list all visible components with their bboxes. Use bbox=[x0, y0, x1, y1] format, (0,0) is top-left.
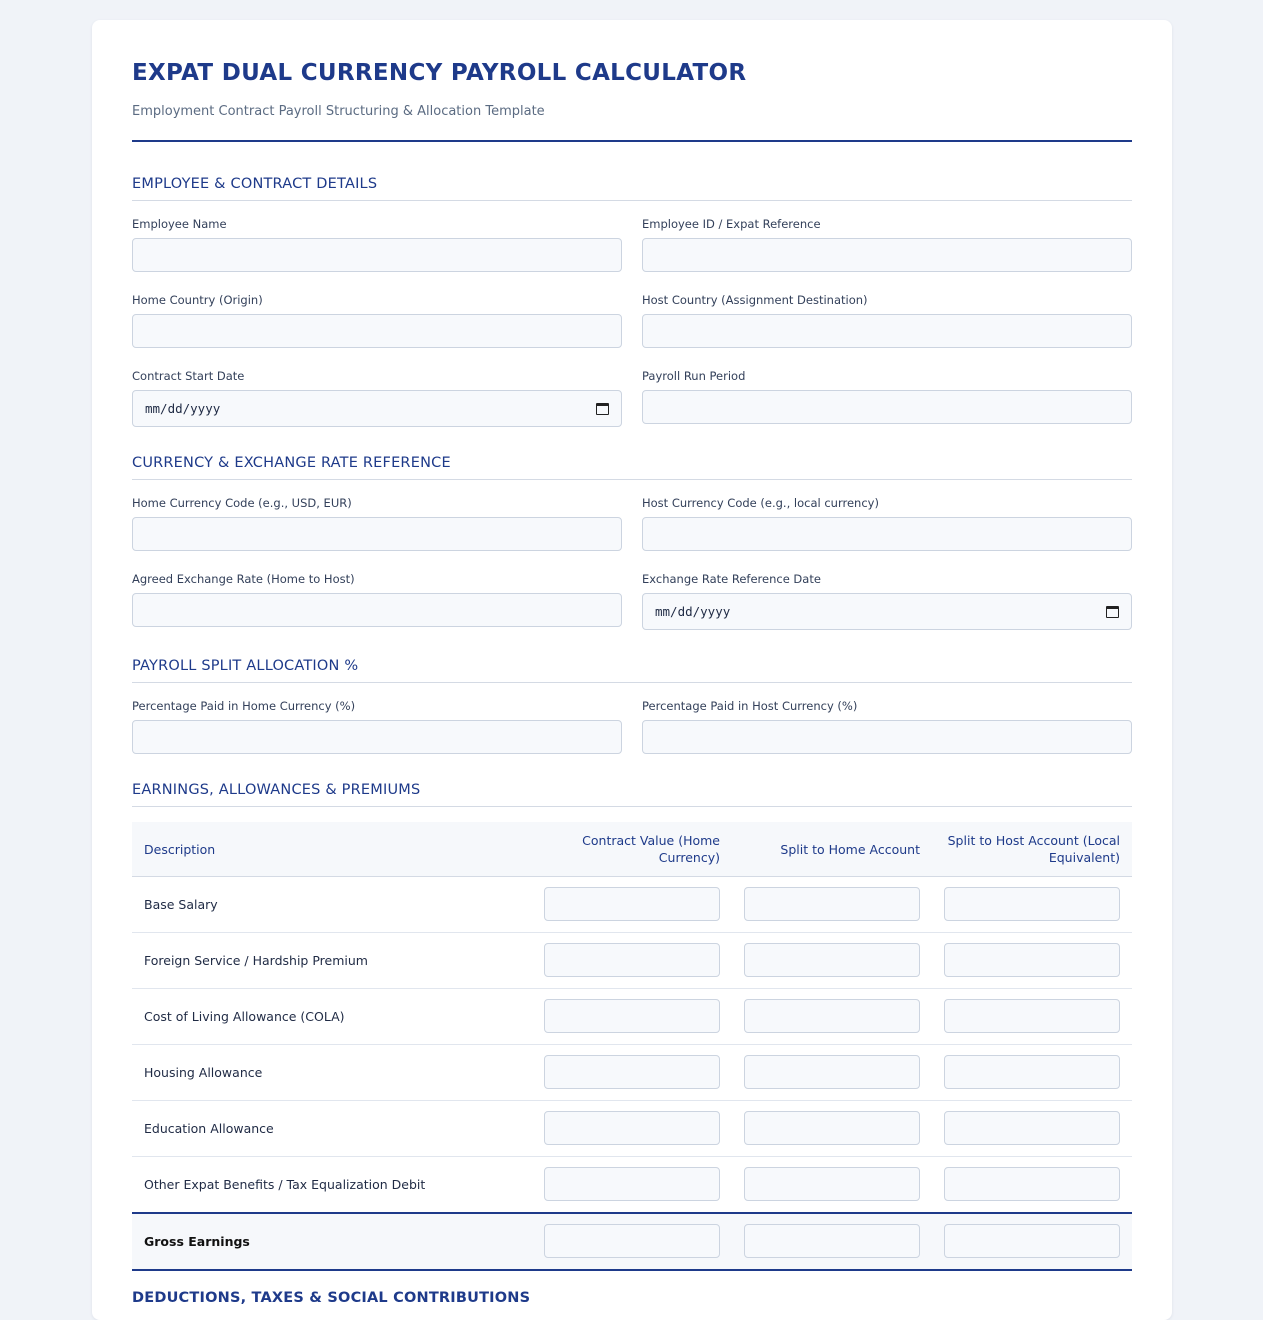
table-row bbox=[132, 1101, 1132, 1157]
gross-earnings-row bbox=[132, 1212, 1132, 1271]
host-country-group bbox=[642, 293, 1132, 348]
contract-start-group bbox=[132, 369, 622, 427]
split-host-input[interactable] bbox=[944, 887, 1120, 921]
payroll-period-group bbox=[642, 369, 1132, 424]
contract-value-input[interactable] bbox=[544, 943, 720, 977]
section-title-deductions: DEDUCTIONS, TAXES & SOCIAL CONTRIBUTIONS bbox=[132, 1290, 531, 1306]
employee-id-label: Employee ID / Expat Reference bbox=[642, 217, 821, 231]
employee-id-group bbox=[642, 217, 1132, 272]
contract-value-input[interactable] bbox=[544, 1055, 720, 1089]
contract-start-label: Contract Start Date bbox=[132, 369, 245, 383]
split-host-input[interactable] bbox=[944, 943, 1120, 977]
split-host-input[interactable] bbox=[944, 1167, 1120, 1201]
page-title: EXPAT DUAL CURRENCY PAYROLL CALCULATOR bbox=[132, 60, 747, 86]
split-home-input[interactable] bbox=[744, 1055, 920, 1089]
contract-value-input[interactable] bbox=[544, 1167, 720, 1201]
section-title-currency: CURRENCY & EXCHANGE RATE REFERENCE bbox=[132, 455, 1132, 480]
col-split-host bbox=[948, 832, 1120, 866]
payroll-period-input[interactable] bbox=[642, 390, 1132, 424]
home-currency-group bbox=[132, 496, 622, 551]
col-split-host-line1: Split to Host Account (Local bbox=[947, 833, 1120, 848]
contract-value-input[interactable] bbox=[544, 887, 720, 921]
employee-id-input[interactable] bbox=[642, 238, 1132, 272]
host-pct-group bbox=[642, 699, 1132, 754]
earnings-table bbox=[132, 822, 1132, 1271]
section-title-employee: EMPLOYEE & CONTRACT DETAILS bbox=[132, 176, 1132, 201]
row-label: Foreign Service / Hardship Premium bbox=[144, 953, 368, 968]
employee-name-group bbox=[132, 217, 622, 272]
table-row bbox=[132, 877, 1132, 933]
col-split-home: Split to Home Account bbox=[780, 842, 920, 857]
gross-earnings-label: Gross Earnings bbox=[144, 1234, 250, 1249]
host-country-input[interactable] bbox=[642, 314, 1132, 348]
payroll-card bbox=[92, 20, 1172, 1320]
host-currency-group bbox=[642, 496, 1132, 551]
split-host-input[interactable] bbox=[944, 999, 1120, 1033]
split-home-input[interactable] bbox=[744, 1167, 920, 1201]
host-pct-label: Percentage Paid in Host Currency (%) bbox=[642, 699, 858, 713]
home-currency-input[interactable] bbox=[132, 517, 622, 551]
home-pct-group bbox=[132, 699, 622, 754]
rate-date-group bbox=[642, 572, 1132, 630]
page-subtitle: Employment Contract Payroll Structuring & Allocation Template bbox=[132, 104, 545, 119]
contract-start-placeholder: mm/dd/yyyy bbox=[145, 401, 221, 416]
title-divider bbox=[132, 140, 1132, 142]
employee-name-input[interactable] bbox=[132, 238, 622, 272]
table-row bbox=[132, 933, 1132, 989]
host-currency-input[interactable] bbox=[642, 517, 1132, 551]
col-description: Description bbox=[144, 842, 216, 857]
section-title-earnings: EARNINGS, ALLOWANCES & PREMIUMS bbox=[132, 782, 1132, 807]
rate-date-input[interactable] bbox=[642, 593, 1132, 630]
section-title-split: PAYROLL SPLIT ALLOCATION % bbox=[132, 658, 1132, 683]
row-label: Cost of Living Allowance (COLA) bbox=[144, 1009, 345, 1024]
table-row bbox=[132, 1045, 1132, 1101]
contract-start-date-input[interactable] bbox=[132, 390, 622, 427]
rate-date-label: Exchange Rate Reference Date bbox=[642, 572, 821, 586]
host-pct-input[interactable] bbox=[642, 720, 1132, 754]
split-host-input[interactable] bbox=[944, 1055, 1120, 1089]
col-contract-value-line1: Contract Value (Home bbox=[582, 833, 720, 848]
payroll-period-label: Payroll Run Period bbox=[642, 369, 746, 383]
home-pct-input[interactable] bbox=[132, 720, 622, 754]
gross-split-host-input[interactable] bbox=[944, 1224, 1120, 1258]
table-row bbox=[132, 1157, 1132, 1212]
contract-value-input[interactable] bbox=[544, 999, 720, 1033]
col-contract-value-line2: Currency) bbox=[658, 850, 720, 865]
row-label: Housing Allowance bbox=[144, 1065, 263, 1080]
home-pct-label: Percentage Paid in Home Currency (%) bbox=[132, 699, 356, 713]
home-country-input[interactable] bbox=[132, 314, 622, 348]
contract-value-input[interactable] bbox=[544, 1111, 720, 1145]
exchange-rate-label: Agreed Exchange Rate (Home to Host) bbox=[132, 572, 355, 586]
split-home-input[interactable] bbox=[744, 1111, 920, 1145]
row-label: Base Salary bbox=[144, 897, 218, 912]
rate-date-placeholder: mm/dd/yyyy bbox=[655, 604, 731, 619]
gross-split-home-input[interactable] bbox=[744, 1224, 920, 1258]
host-country-label: Host Country (Assignment Destination) bbox=[642, 293, 868, 307]
exchange-rate-input[interactable] bbox=[132, 593, 622, 627]
home-currency-label: Home Currency Code (e.g., USD, EUR) bbox=[132, 496, 352, 510]
gross-contract-value-input[interactable] bbox=[544, 1224, 720, 1258]
col-contract-value bbox=[582, 832, 720, 866]
split-home-input[interactable] bbox=[744, 999, 920, 1033]
home-country-label: Home Country (Origin) bbox=[132, 293, 263, 307]
host-currency-label: Host Currency Code (e.g., local currency) bbox=[642, 496, 879, 510]
split-home-input[interactable] bbox=[744, 887, 920, 921]
split-home-input[interactable] bbox=[744, 943, 920, 977]
employee-name-label: Employee Name bbox=[132, 217, 227, 231]
table-row bbox=[132, 989, 1132, 1045]
col-split-host-line2: Equivalent) bbox=[1048, 850, 1120, 865]
home-country-group bbox=[132, 293, 622, 348]
table-header bbox=[132, 822, 1132, 877]
split-host-input[interactable] bbox=[944, 1111, 1120, 1145]
row-label: Education Allowance bbox=[144, 1121, 274, 1136]
exchange-rate-group bbox=[132, 572, 622, 627]
row-label: Other Expat Benefits / Tax Equalization Debit bbox=[144, 1177, 426, 1192]
calendar-icon[interactable] bbox=[596, 403, 609, 415]
calendar-icon[interactable] bbox=[1106, 606, 1119, 618]
